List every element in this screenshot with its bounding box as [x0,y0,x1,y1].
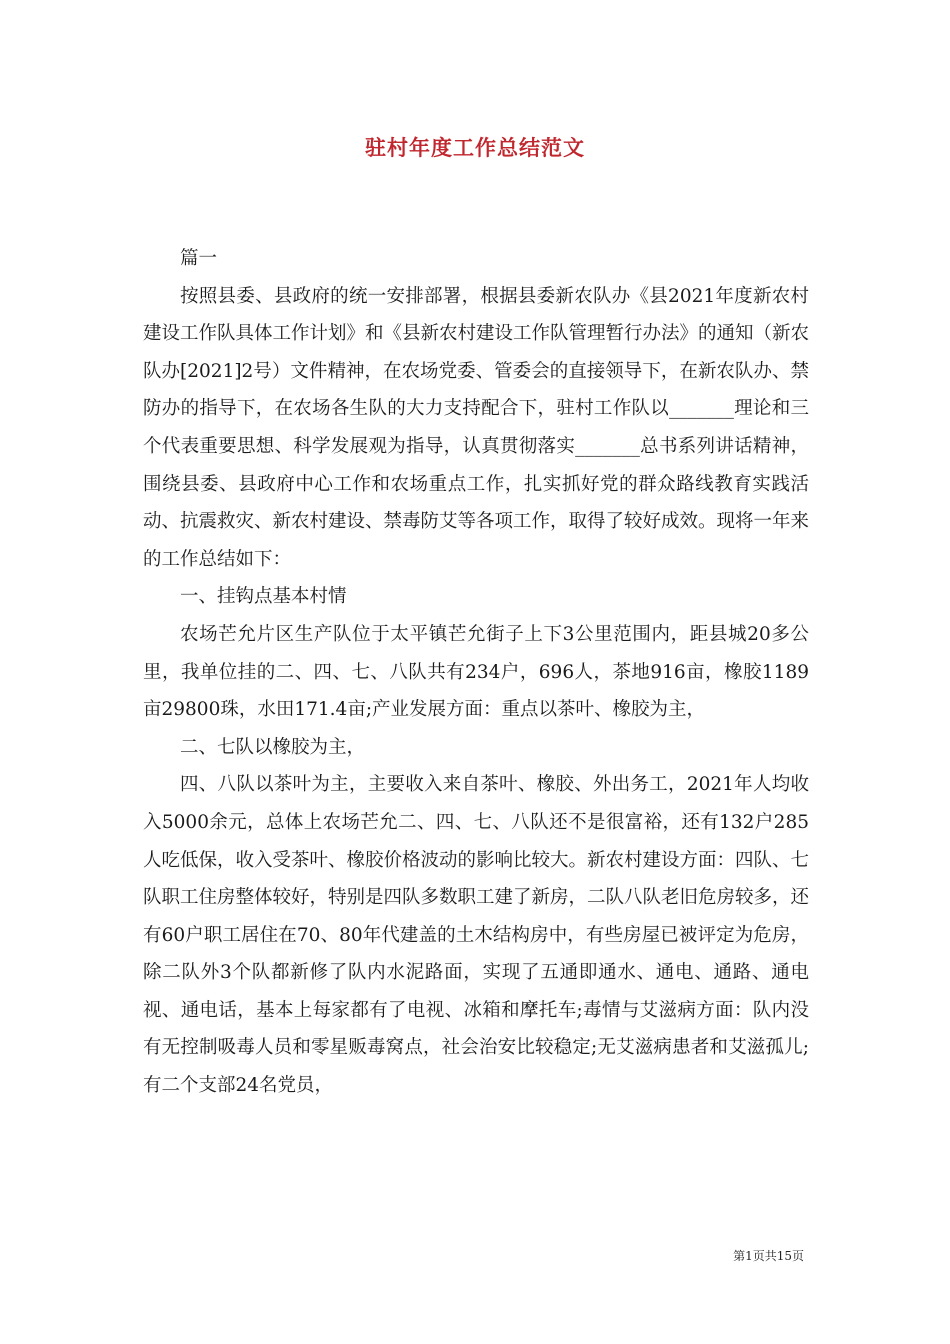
paragraph-village-info: 农场芒允片区生产队位于太平镇芒允街子上下3公里范围内，距县城20多公里，我单位挂的二、四、七、八队共有234户，696人，茶地916亩，橡胶1189亩29800珠，水田171.4亩;产业发展方面：重点以茶叶、橡胶为主， [143,623,809,721]
paragraph-team-four-eight: 四、八队以茶叶为主，主要收入来自茶叶、橡胶、外出务工，2021年人均收入5000余元，总体上农场芒允二、四、七、八队还不是很富裕，还有132户285人吃低保，收入受茶叶、橡胶价格波动的影响比较大。新农村建设方面：四队、七队职工住房整体较好，特别是四队多数职工建了新房，二队八队老旧危房较多，还有60户职工居住在70、80年代建盖的土木结构房中，有些房屋已被评定为危房，除二队外3个队都新修了队内水泥路面，实现了五通即通水、通电、通路、通电视、通电话，基本上每家都有了电视、冰箱和摩托车;毒情与艾滋病方面：队内没有无控制吸毒人员和零星贩毒窝点，社会治安比较稳定;无艾滋病患者和艾滋孤儿;有二个支部24名党员， [143,774,810,1097]
paragraph-team-two-seven: 二、七队以橡胶为主， [180,736,366,758]
heading-village-overview: 一、挂钩点基本村情 [180,586,347,608]
section-label: 篇一 [180,248,218,269]
document-title: 驻村年度工作总结范文 [365,135,585,160]
page-number-footer: 第1页共15页 [733,1249,804,1263]
paragraph-intro: 按照县委、县政府的统一安排部署，根据县委新农队办《县2021年度新农村建设工作队具体工作计划》和《县新农村建设工作队管理暂行办法》的通知（新农队办[2021]2号）文件精神，在农场党委、管委会的直接领导下，在新农队办、禁防办的指导下，在农场各生队的大力支持配合下，驻村工作队以_______理论和三个代表重要思想、科学发展观为指导，认真贯彻落实_______总书系列讲话精神，围绕县委、县政府中心工作和农场重点工作，扎实抓好党的群众路线教育实践活动、抗震救灾、新农村建设、禁毒防艾等各项工作，取得了较好成效。现将一年来的工作总结如下： [143,285,810,570]
document-body [143,240,809,1105]
